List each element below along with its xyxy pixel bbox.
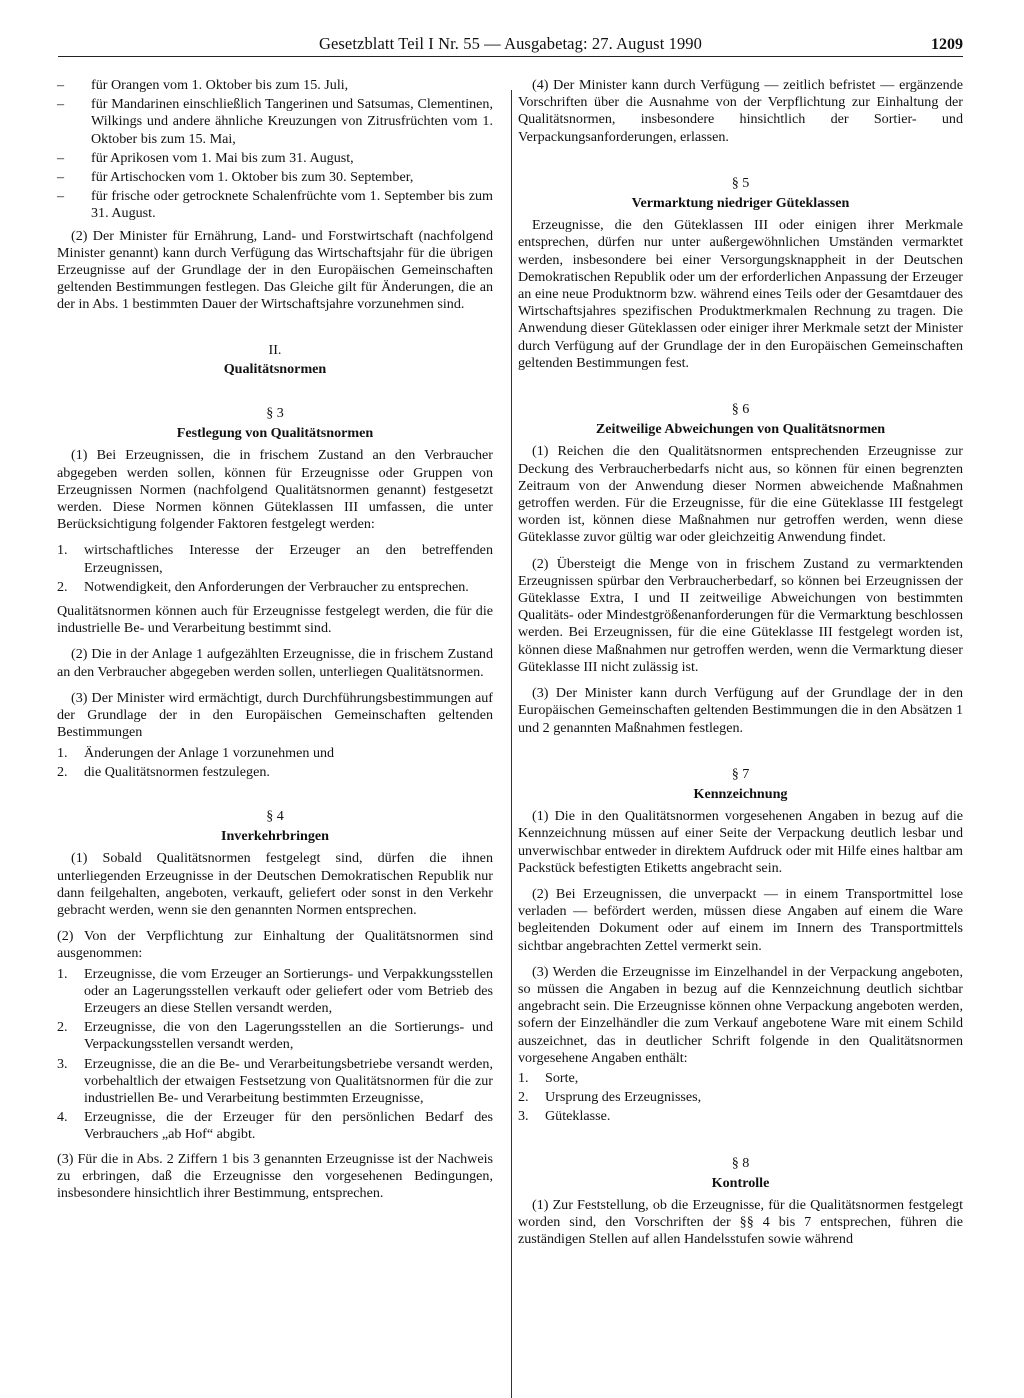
paragraph-abs2: (2) Der Minister für Ernährung, Land- und Forstwirtschaft (nachfolgend Minister genannt) kann durch Verfügung das Wirtschaftsjahr für die übrigen Erzeugnisse auf der Grundlage der in den Europäischen Gemeinschaften geltenden Bestimmungen festlegen. Das Gleiche gilt für Änderungen, die an der in Abs. 1 bestimmten Dauer der Wirtschaftsjahre vorzunehmen sind.	[57, 227, 493, 313]
list-number: 1.	[57, 542, 68, 559]
paragraph-4-title: Inverkehrbringen	[220, 828, 330, 845]
list-item	[57, 77, 493, 94]
list-number: 3.	[518, 1108, 529, 1125]
list-item	[57, 96, 493, 148]
list-item	[57, 542, 493, 576]
s3-authorization-list	[57, 745, 493, 781]
s7-abs2: (2) Bei Erzeugnissen, die unverpackt — in einem Transportmittel lose verladen — befördert werden, müssen diese Angaben auf einem die Ware begleitenden Dokument oder auf einem im Innern des Transportmittels sichtbar angebrachten Zettel vermerkt sein.	[518, 885, 963, 954]
column-divider	[511, 90, 512, 1398]
dash-marker: –	[57, 169, 65, 186]
list-item	[57, 1019, 493, 1053]
list-item-text: Erzeugnisse, die vom Erzeuger an Sortierungs- und Verpakkungsstellen oder an Lagerungsstellen verkauft oder geliefert oder vom Betrieb des Erzeugers an diese Stellen versandt werden,	[84, 965, 493, 1016]
s6-abs3: (3) Der Minister kann durch Verfügung auf der Grundlage der in den Europäischen Gemeinschaften geltenden Bestimmungen die in den Absätzen 1 und 2 genannten Maßnahmen festlegen.	[518, 685, 963, 736]
s7-abs3: (3) Werden die Erzeugnisse im Einzelhandel in der Verpackung angeboten, so müssen die Angaben in bezug auf die Kennzeichnung deutlich sichtbar angebracht sein. Die Erzeugnisse können ohne Verpackung angeboten werden, sofern der Einzelhändler die zum Verkauf angebotene Ware mit einem Schild auszeichnet, das in deutlicher Schrift folgende in den Qualitätsnormen vorgesehene Angaben enthält:	[518, 963, 963, 1066]
list-item-text: Änderungen der Anlage 1 vorzunehmen und	[84, 744, 335, 761]
list-item	[518, 1089, 963, 1106]
list-number: 4.	[57, 1109, 68, 1126]
left-column	[57, 77, 493, 1211]
list-item	[57, 579, 493, 596]
paragraph-6-number: § 6	[731, 401, 750, 418]
list-item-text: Erzeugnisse, die von den Lagerungsstellen an die Sortierungs- und Verpackungsstellen versandt werden,	[84, 1019, 493, 1053]
paragraph-3-number: § 3	[266, 405, 284, 422]
list-number: 1.	[57, 965, 68, 982]
list-number: 1.	[518, 1069, 529, 1086]
s3-abs1-continued: Qualitätsnormen können auch für Erzeugnisse festgelegt werden, die für die industrielle Be- und Verarbeitung bestimmt sind.	[57, 603, 493, 637]
list-item	[57, 764, 493, 781]
list-item-text: Ursprung des Erzeugnisses,	[545, 1089, 702, 1106]
list-item-text: Erzeugnisse, die an die Be- und Verarbeitungsbetriebe versandt werden, vorbehaltlich der etwaigen Festsetzung von Qualitätsnormen für die zur industriellen Be- und Verarbeitung bestimmten Erzeugnisse,	[84, 1055, 493, 1106]
list-number: 2.	[518, 1089, 529, 1106]
s7-label-list	[518, 1070, 963, 1126]
list-item	[57, 1109, 493, 1143]
paragraph-3-title: Festlegung von Qualitätsnormen	[176, 425, 374, 442]
list-item-text: für Mandarinen einschließlich Tangerinen und Satsumas, Clementinen, Wilkings und andere ähnliche Kreuzungen von Zitrusfrüchten vom 1. Oktober bis zum 15. Mai,	[91, 96, 493, 147]
list-item	[518, 1108, 963, 1125]
list-item-text: für Aprikosen vom 1. Mai bis zum 31. August,	[91, 149, 354, 166]
section-title: Qualitätsnormen	[223, 360, 327, 377]
s4-exemption-list	[57, 966, 493, 1144]
s5-text: Erzeugnisse, die den Güteklassen III oder einigen ihrer Merkmale entsprechen, dürfen nur unter außergewöhnlichen Umständen vermarktet werden, insbesondere bei einer Versorgungsknappheit in der Deutschen Demokratischen Republik oder um der erforderlichen Anpassung der Erzeuger an eine neue Produktnorm bzw. während eines Teils oder der Gesamtdauer des Wirtschaftsjahres spezifischen Produktmerkmalen Rechnung zu tragen. Die Anwendung dieser Güteklassen oder einiger ihrer Merkmale setzt der Minister durch Verfügung auf der Grundlage der in den Europäischen Gemeinschaften geltenden Bestimmungen fest.	[518, 217, 963, 371]
s4-abs2: (2) Von der Verpflichtung zur Einhaltung der Qualitätsnormen sind ausgenommen:	[57, 928, 493, 962]
list-number: 2.	[57, 763, 68, 780]
list-item-text: Notwendigkeit, den Anforderungen der Verbraucher zu entsprechen.	[84, 578, 469, 595]
s7-abs1: (1) Die in den Qualitätsnormen vorgesehenen Angaben in bezug auf die Kennzeichnung müssen auf einer Seite der Verpackung deutlich lesbar und unverwischbar entweder in direktem Aufdruck oder mit Hilfe eines haltbar am Packstück befestigten Etiketts angebracht sein.	[518, 808, 963, 876]
s4-abs4: (4) Der Minister kann durch Verfügung — zeitlich befristet — ergänzende Vorschriften über die Ausnahme von der Verpflichtung zur Einhaltung der Qualitätsnormen, insbesondere hinsichtlich der Sortier- und Verpackungsanforderungen, erlassen.	[518, 77, 963, 145]
list-item	[57, 188, 493, 222]
paragraph-7-number: § 7	[731, 765, 750, 782]
list-item	[57, 966, 493, 1018]
s6-abs2: (2) Übersteigt die Menge von in frischem Zustand zu vermarktenden Erzeugnissen spürbar den Verbraucherbedarf, so können bei Erzeugnissen der Güteklasse Extra, I und II zeitweilige Abweichungen von bestimmten Qualitäts- oder Mindestgrößenanforderungen für die Vermarktung beschlossen werden. Bei Erzeugnissen, für die eine Güteklasse III festgelegt worden ist, können diese Maßnahmen nur getroffen werden, wenn die Vermarktung dieser Güteklasse III nicht zulässig ist.	[518, 555, 963, 675]
list-item-text: für Artischocken vom 1. Oktober bis zum 30. September,	[91, 169, 414, 186]
list-item-text: wirtschaftliches Interesse der Erzeuger an den betreffenden Erzeugnissen,	[84, 542, 493, 576]
section-roman-numeral: II.	[268, 341, 282, 358]
paragraph-4-number: § 4	[266, 807, 284, 824]
list-number: 2.	[57, 578, 68, 595]
dash-marker: –	[57, 188, 65, 205]
s6-abs1: (1) Reichen die den Qualitätsnormen entsprechenden Erzeugnisse zur Deckung des Verbraucherbedarfs nicht aus, so können für einen begrenzten Zeitraum von der Anwendung dieser Normen abweichende Maßnahmen getroffen werden. Für die Erzeugnisse, für die eine Güteklasse III festgelegt worden ist, können diese Maßnahmen nur getroffen werden, wenn diese Güteklasse zuvor gültig war oder gleichzeitig Anwendung findet.	[518, 443, 963, 546]
s3-factor-list	[57, 542, 493, 596]
list-number: 2.	[57, 1019, 68, 1036]
list-number: 3.	[57, 1055, 68, 1072]
page-header	[58, 34, 963, 57]
list-item-text: die Qualitätsnormen festzulegen.	[84, 763, 270, 780]
paragraph-6-title: Zeitweilige Abweichungen von Qualitätsnormen	[595, 421, 886, 438]
list-item-text: Güteklasse.	[545, 1108, 611, 1125]
list-item	[57, 745, 493, 762]
list-item	[57, 150, 493, 167]
paragraph-7-title: Kennzeichnung	[693, 785, 788, 802]
list-number: 1.	[57, 744, 68, 761]
list-item-text: für frische oder getrocknete Schalenfrüchte vom 1. September bis zum 31. August.	[91, 188, 493, 222]
paragraph-8-number: § 8	[731, 1154, 750, 1171]
page-number: 1209	[931, 36, 963, 53]
s3-abs3: (3) Der Minister wird ermächtigt, durch Durchführungsbestimmungen auf der Grundlage der in den Europäischen Gemeinschaften geltenden Bestimmungen	[57, 689, 493, 741]
list-item	[57, 1056, 493, 1108]
header-title: Gesetzblatt Teil I Nr. 55 — Ausgabetag: 27. August 1990	[318, 34, 703, 53]
season-dash-list	[57, 77, 493, 223]
s8-abs1: (1) Zur Feststellung, ob die Erzeugnisse, für die Qualitätsnormen festgelegt worden sind, den Vorschriften der §§ 4 bis 7 entsprechen, führen die zuständigen Stellen auf allen Handelsstufen sowie während	[518, 1196, 963, 1248]
list-item	[57, 169, 493, 186]
list-item-text: Erzeugnisse, die der Erzeuger für den persönlichen Bedarf des Verbrauchers „ab Hof“ abgibt.	[84, 1109, 493, 1143]
list-item	[518, 1070, 963, 1087]
s3-abs1: (1) Bei Erzeugnissen, die in frischem Zustand an den Verbraucher abgegeben werden sollen, können für Erzeugnisse oder Gruppen von Erzeugnissen Normen (nachfolgend Qualitätsnormen genannt) festgesetzt werden. Diese Normen können Güteklassen III umfassen, die unter Berücksichtigung folgender Faktoren festgelegt werden:	[57, 447, 493, 533]
paragraph-5-title: Vermarktung niedriger Güteklassen	[631, 195, 850, 212]
dash-marker: –	[57, 77, 65, 93]
s4-abs1: (1) Sobald Qualitätsnormen festgelegt sind, dürfen die ihnen unterliegenden Erzeugnisse in der Deutschen Demokratischen Republik nur dann feilgehalten, angeboten, verkauft, geliefert oder sonst in den Verkehr gebracht werden, wenn sie den genannten Normen entsprechen.	[57, 850, 493, 918]
list-item-text: für Orangen vom 1. Oktober bis zum 15. Juli,	[91, 77, 349, 93]
s3-abs2: (2) Die in der Anlage 1 aufgezählten Erzeugnisse, die in frischem Zustand an den Verbraucher abgegeben werden sollen, unterliegen Qualitätsnormen.	[57, 646, 493, 680]
paragraph-5-number: § 5	[731, 174, 750, 191]
list-item-text: Sorte,	[545, 1069, 579, 1086]
dash-marker: –	[57, 96, 65, 113]
paragraph-8-title: Kontrolle	[711, 1174, 770, 1191]
dash-marker: –	[57, 149, 65, 166]
right-column	[518, 77, 963, 1258]
s4-abs3: (3) Für die in Abs. 2 Ziffern 1 bis 3 genannten Erzeugnisse ist der Nachweis zu erbringen, daß die Erzeugnisse den vorgesehenen Bedingungen, insbesondere hinsichtlich ihrer Bestimmung, entsprechen.	[57, 1150, 493, 1201]
